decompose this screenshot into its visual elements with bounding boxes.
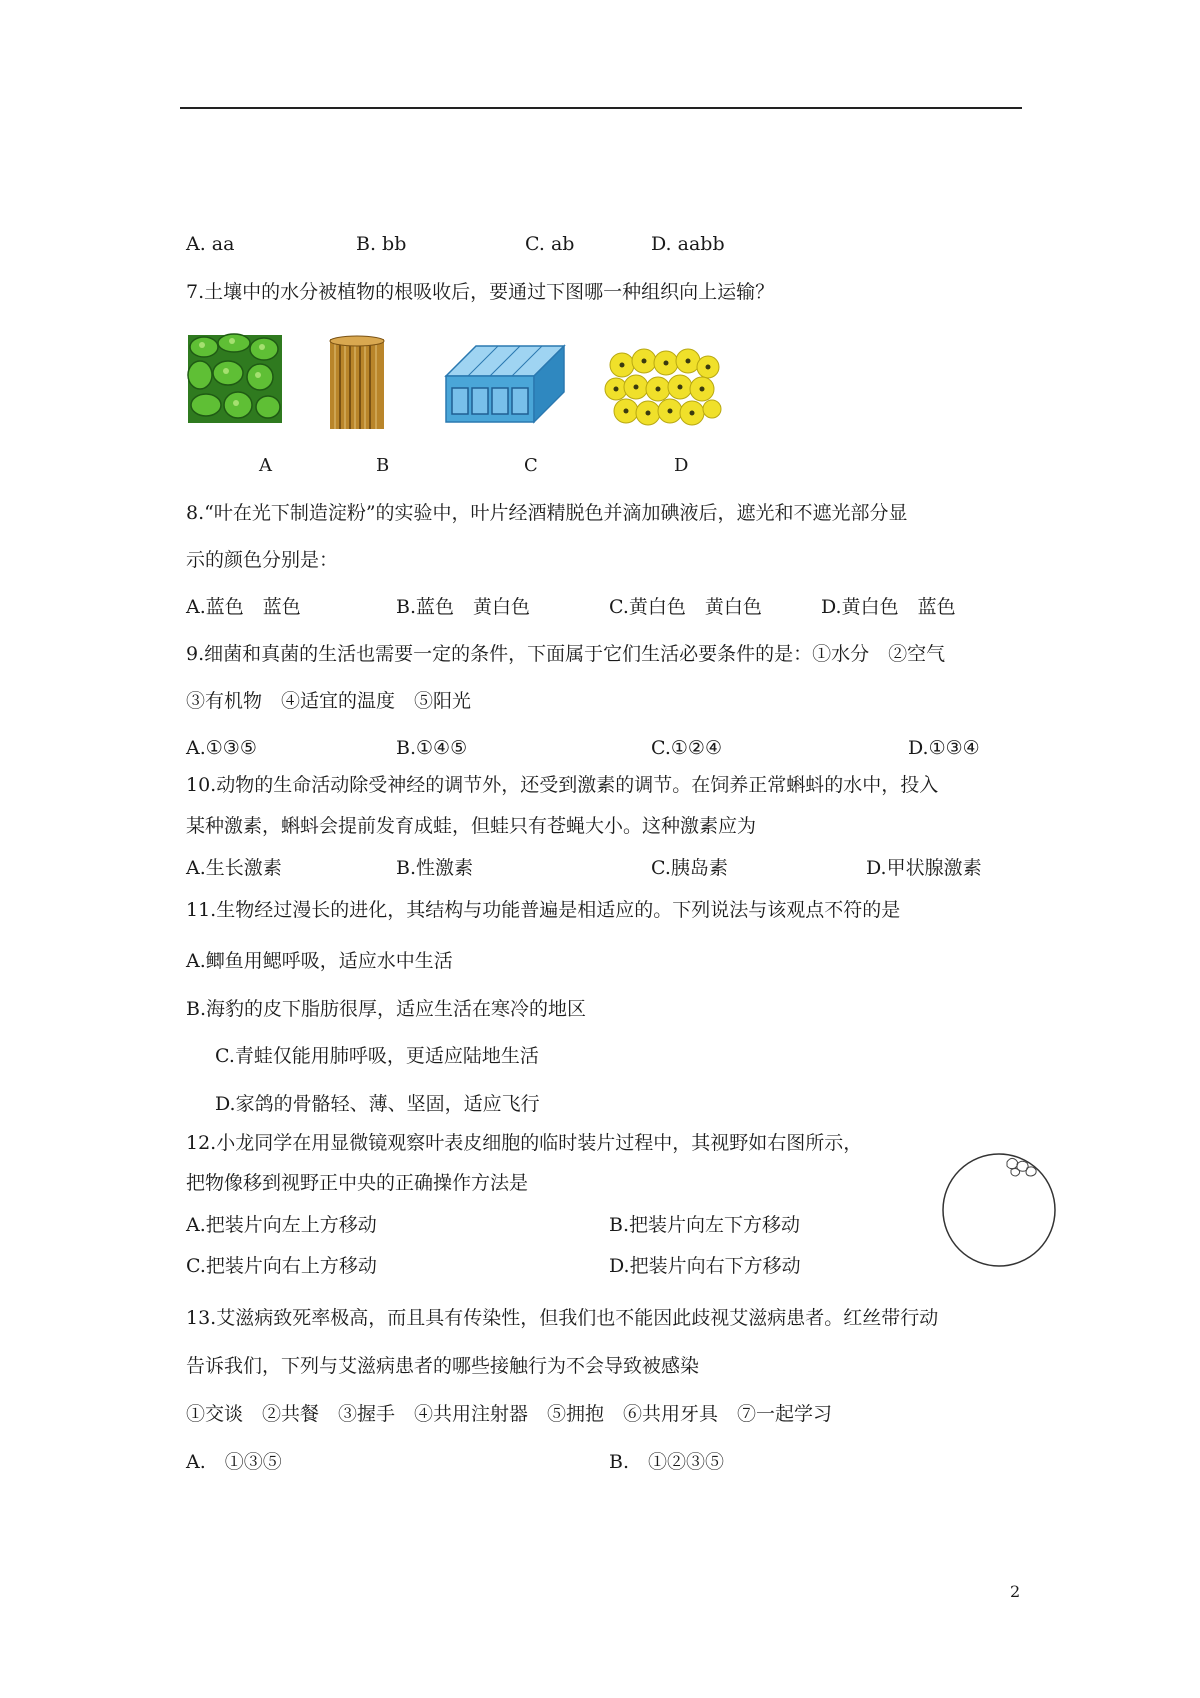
tissue-b-image <box>326 335 388 433</box>
tissue-d-image <box>604 347 724 431</box>
q10-option-b: B.性激素 <box>396 857 474 879</box>
q12-option-a: A.把装片向左上方移动 <box>186 1214 377 1236</box>
q7-stem: 7.土壤中的水分被植物的根吸收后，要通过下图哪一种组织向上运输？ <box>186 281 775 303</box>
q6-option-c: C. ab <box>525 233 575 255</box>
q9-option-c: C.①②④ <box>651 737 722 759</box>
q11-stem: 11.生物经过漫长的进化，其结构与功能普遍是相适应的。下列说法与该观点不符的是 <box>186 899 901 921</box>
q8-stem-line1: 8.“叶在光下制造淀粉”的实验中，叶片经酒精脱色并滴加碘液后，遮光和不遮光部分显 <box>186 502 908 524</box>
q11-option-b: B.海豹的皮下脂肪很厚，适应生活在寒冷的地区 <box>186 998 587 1020</box>
q9-option-d: D.①③④ <box>908 737 980 759</box>
q8-option-a: A.蓝色 蓝色 <box>186 596 301 618</box>
figure-label-d: D <box>674 455 689 476</box>
q8-stem-line2: 示的颜色分别是： <box>186 549 339 571</box>
q13-stem-line2: 告诉我们，下列与艾滋病患者的哪些接触行为不会导致被感染 <box>186 1355 700 1377</box>
q9-stem-line1: 9.细菌和真菌的生活也需要一定的条件，下面属于它们生活必要条件的是：①水分 ②空气 <box>186 643 946 665</box>
figure-label-c: C <box>524 455 538 476</box>
q11-option-c: C.青蛙仅能用肺呼吸，更适应陆地生活 <box>215 1045 539 1067</box>
q10-option-a: A.生长激素 <box>186 857 282 879</box>
q9-option-a: A.①③⑤ <box>186 737 257 759</box>
q12-option-c: C.把装片向右上方移动 <box>186 1255 377 1277</box>
q10-option-d: D.甲状腺激素 <box>866 857 982 879</box>
q8-option-c: C.黄白色 黄白色 <box>609 596 762 618</box>
tissue-c-image <box>442 340 568 428</box>
q11-option-d: D.家鸽的骨骼轻、薄、坚固，适应飞行 <box>215 1093 540 1115</box>
q12-stem-line1: 12.小龙同学在用显微镜观察叶表皮细胞的临时装片过程中，其视野如右图所示， <box>186 1132 863 1154</box>
q10-stem-line1: 10.动物的生命活动除受神经的调节外，还受到激素的调节。在饲养正常蝌蚪的水中，投入 <box>186 774 939 796</box>
q13-stem-line1: 13.艾滋病致死率极高，而且具有传染性，但我们也不能因此歧视艾滋病患者。红丝带行动 <box>186 1307 939 1329</box>
page-number: 2 <box>1010 1582 1021 1601</box>
q10-option-c: C.胰岛素 <box>651 857 728 879</box>
q8-option-b: B.蓝色 黄白色 <box>396 596 531 618</box>
q13-option-a: A. ①③⑤ <box>186 1451 282 1473</box>
q6-option-d: D. aabb <box>651 233 725 255</box>
q13-option-b: B. ①②③⑤ <box>609 1451 725 1473</box>
microscope-view-image <box>937 1148 1061 1272</box>
header-rule <box>180 107 1022 109</box>
q12-option-d: D.把装片向右下方移动 <box>609 1255 801 1277</box>
figure-label-b: B <box>376 455 390 476</box>
q6-option-a: A. aa <box>186 233 235 255</box>
q10-stem-line2: 某种激素，蝌蚪会提前发育成蛙，但蛙只有苍蝇大小。这种激素应为 <box>186 815 757 837</box>
q12-option-b: B.把装片向左下方移动 <box>609 1214 801 1236</box>
figure-label-a: A <box>259 455 272 476</box>
tissue-a-image <box>182 325 288 431</box>
q8-option-d: D.黄白色 蓝色 <box>821 596 956 618</box>
q13-stem-line3: ①交谈 ②共餐 ③握手 ④共用注射器 ⑤拥抱 ⑥共用牙具 ⑦一起学习 <box>186 1403 833 1425</box>
q12-stem-line2: 把物像移到视野正中央的正确操作方法是 <box>186 1172 529 1194</box>
q9-stem-line2: ③有机物 ④适宜的温度 ⑤阳光 <box>186 690 472 712</box>
q11-option-a: A.鲫鱼用鳃呼吸，适应水中生活 <box>186 950 453 972</box>
q6-option-b: B. bb <box>356 233 407 255</box>
q9-option-b: B.①④⑤ <box>396 737 468 759</box>
